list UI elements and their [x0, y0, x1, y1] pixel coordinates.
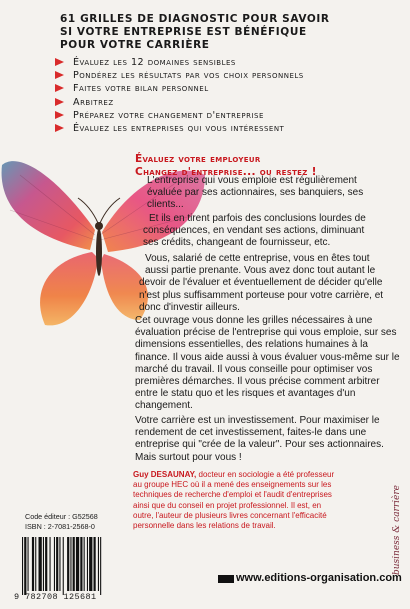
text-line: L'entreprise qui vous emploie est régulièrement [147, 175, 357, 186]
author-text-line: outre, l'auteur de plusieurs livres concernant l'efficacité [133, 510, 327, 520]
text-line: clients... [147, 199, 184, 211]
paragraph [135, 253, 383, 314]
feature-list [55, 56, 395, 135]
author-text-line: docteur en sociologie a été professeur [196, 470, 335, 479]
top-title-line: SI VOTRE ENTREPRISE EST BÉNÉFIQUE [60, 26, 307, 38]
text-line: évaluée par ses actionnaires, ses banquiers, ses [147, 187, 364, 199]
text-line: entre le statu quo et les risques et avantages d'un [135, 388, 356, 400]
text-line: Mais surtout pour vous ! [135, 451, 242, 463]
author-bio [133, 470, 398, 531]
text-line: évaluation précise de l'entreprise qui vous emploie, sur ses [135, 327, 397, 339]
triangle-bullet-icon [55, 58, 64, 66]
text-line: Cet ouvrage vous donne les grilles nécessaires à une [135, 315, 373, 326]
isbn: ISBN : 2-7081-2568-0 [25, 521, 95, 531]
author-name: Guy DESAUNAY, [133, 470, 197, 479]
text-line: devoir de l'évaluer et éventuellement de décider qu'elle [139, 277, 383, 289]
feature-text: Faites votre bilan personnel [73, 83, 209, 95]
text-line: Vous, salarié de cette entreprise, vous en êtes tout [145, 253, 370, 264]
triangle-bullet-icon [55, 111, 64, 119]
heading-line-2: Changez d'entreprise... ou restez ! [135, 166, 317, 178]
text-line: Et ils en tirent parfois des conclusions lourdes de [149, 213, 366, 224]
feature-item [55, 109, 395, 122]
author-text-line: ainsi que du conseil en projet professionnel. Il est, en [133, 500, 322, 510]
barcode-number: 9 782708 125681 [14, 592, 97, 602]
triangle-bullet-icon [55, 71, 64, 79]
feature-item [55, 96, 395, 109]
author-text-line: personnelle dans les relations de travail. [133, 521, 276, 531]
text-line: rendement de cet investissement, faites-le dans une [135, 427, 367, 439]
publisher-codes [25, 512, 125, 531]
feature-text: Évaluez les entreprises qui vous intéressent [73, 122, 285, 134]
collection-logo-text: business & carrière [392, 485, 402, 575]
publisher-website: www.editions-organisation.com [236, 572, 402, 584]
top-title-line: 61 GRILLES DE DIAGNOSTIC POUR SAVOIR [60, 13, 330, 25]
top-title [60, 13, 380, 52]
publisher-code: Code éditeur : G52568 [25, 512, 98, 521]
paragraph [143, 213, 366, 250]
text-line: marché du travail. Il vous conseille pour optimiser vos [135, 363, 373, 375]
triangle-bullet-icon [55, 98, 64, 106]
text-line: aussi partie prenante. Vous avez donc tout autant le [145, 265, 376, 277]
triangle-bullet-icon [55, 124, 64, 132]
paragraph [135, 315, 400, 413]
text-line: n'est plus suffisamment porteuse pour votre carrière, et [139, 289, 384, 301]
feature-text: Arbitrez [73, 96, 114, 108]
collection-logo [388, 470, 404, 580]
text-line: Votre carrière est un investissement. Pour maximiser le [135, 415, 380, 426]
feature-item [55, 69, 395, 82]
text-line: dimensions essentielles, des relations humaines à la [135, 339, 368, 351]
heading-line-1: Évaluez votre employeur [135, 153, 261, 165]
feature-item [55, 82, 395, 95]
text-line: changement. [135, 400, 193, 412]
paragraph [135, 415, 384, 464]
text-line: entreprise qui "crée de la valeur". Pour ses actionnaires. [135, 439, 384, 451]
text-line: finance. Il vous aide aussi à vous évaluer vous-même sur le [135, 351, 400, 363]
paragraph [139, 175, 363, 212]
feature-text: Évaluez les 12 domaines sensibles [73, 57, 236, 68]
barcode [18, 537, 138, 599]
feature-text: Pondérez les résultats par vos choix personnels [73, 70, 304, 82]
text-line: ses crédits, changeant de fournisseur, etc. [143, 237, 331, 249]
author-text-line: au groupe HEC où il a mené des enseignements sur les [133, 480, 332, 490]
triangle-bullet-icon [55, 84, 64, 92]
top-title-line: POUR VOTRE CARRIÈRE [60, 39, 210, 51]
text-line: premières démarches. Il vous précise comment arbitrer [135, 376, 380, 388]
feature-item [55, 122, 395, 135]
feature-item [55, 56, 395, 69]
author-text-line: techniques de recherche d'emploi et l'audit d'entreprises [133, 490, 332, 500]
text-line: donc d'investir ailleurs. [139, 301, 240, 313]
text-line: conséquences, en vendant ses actions, diminuant [143, 225, 365, 237]
feature-text: Préparez votre changement d'entreprise [73, 109, 264, 121]
